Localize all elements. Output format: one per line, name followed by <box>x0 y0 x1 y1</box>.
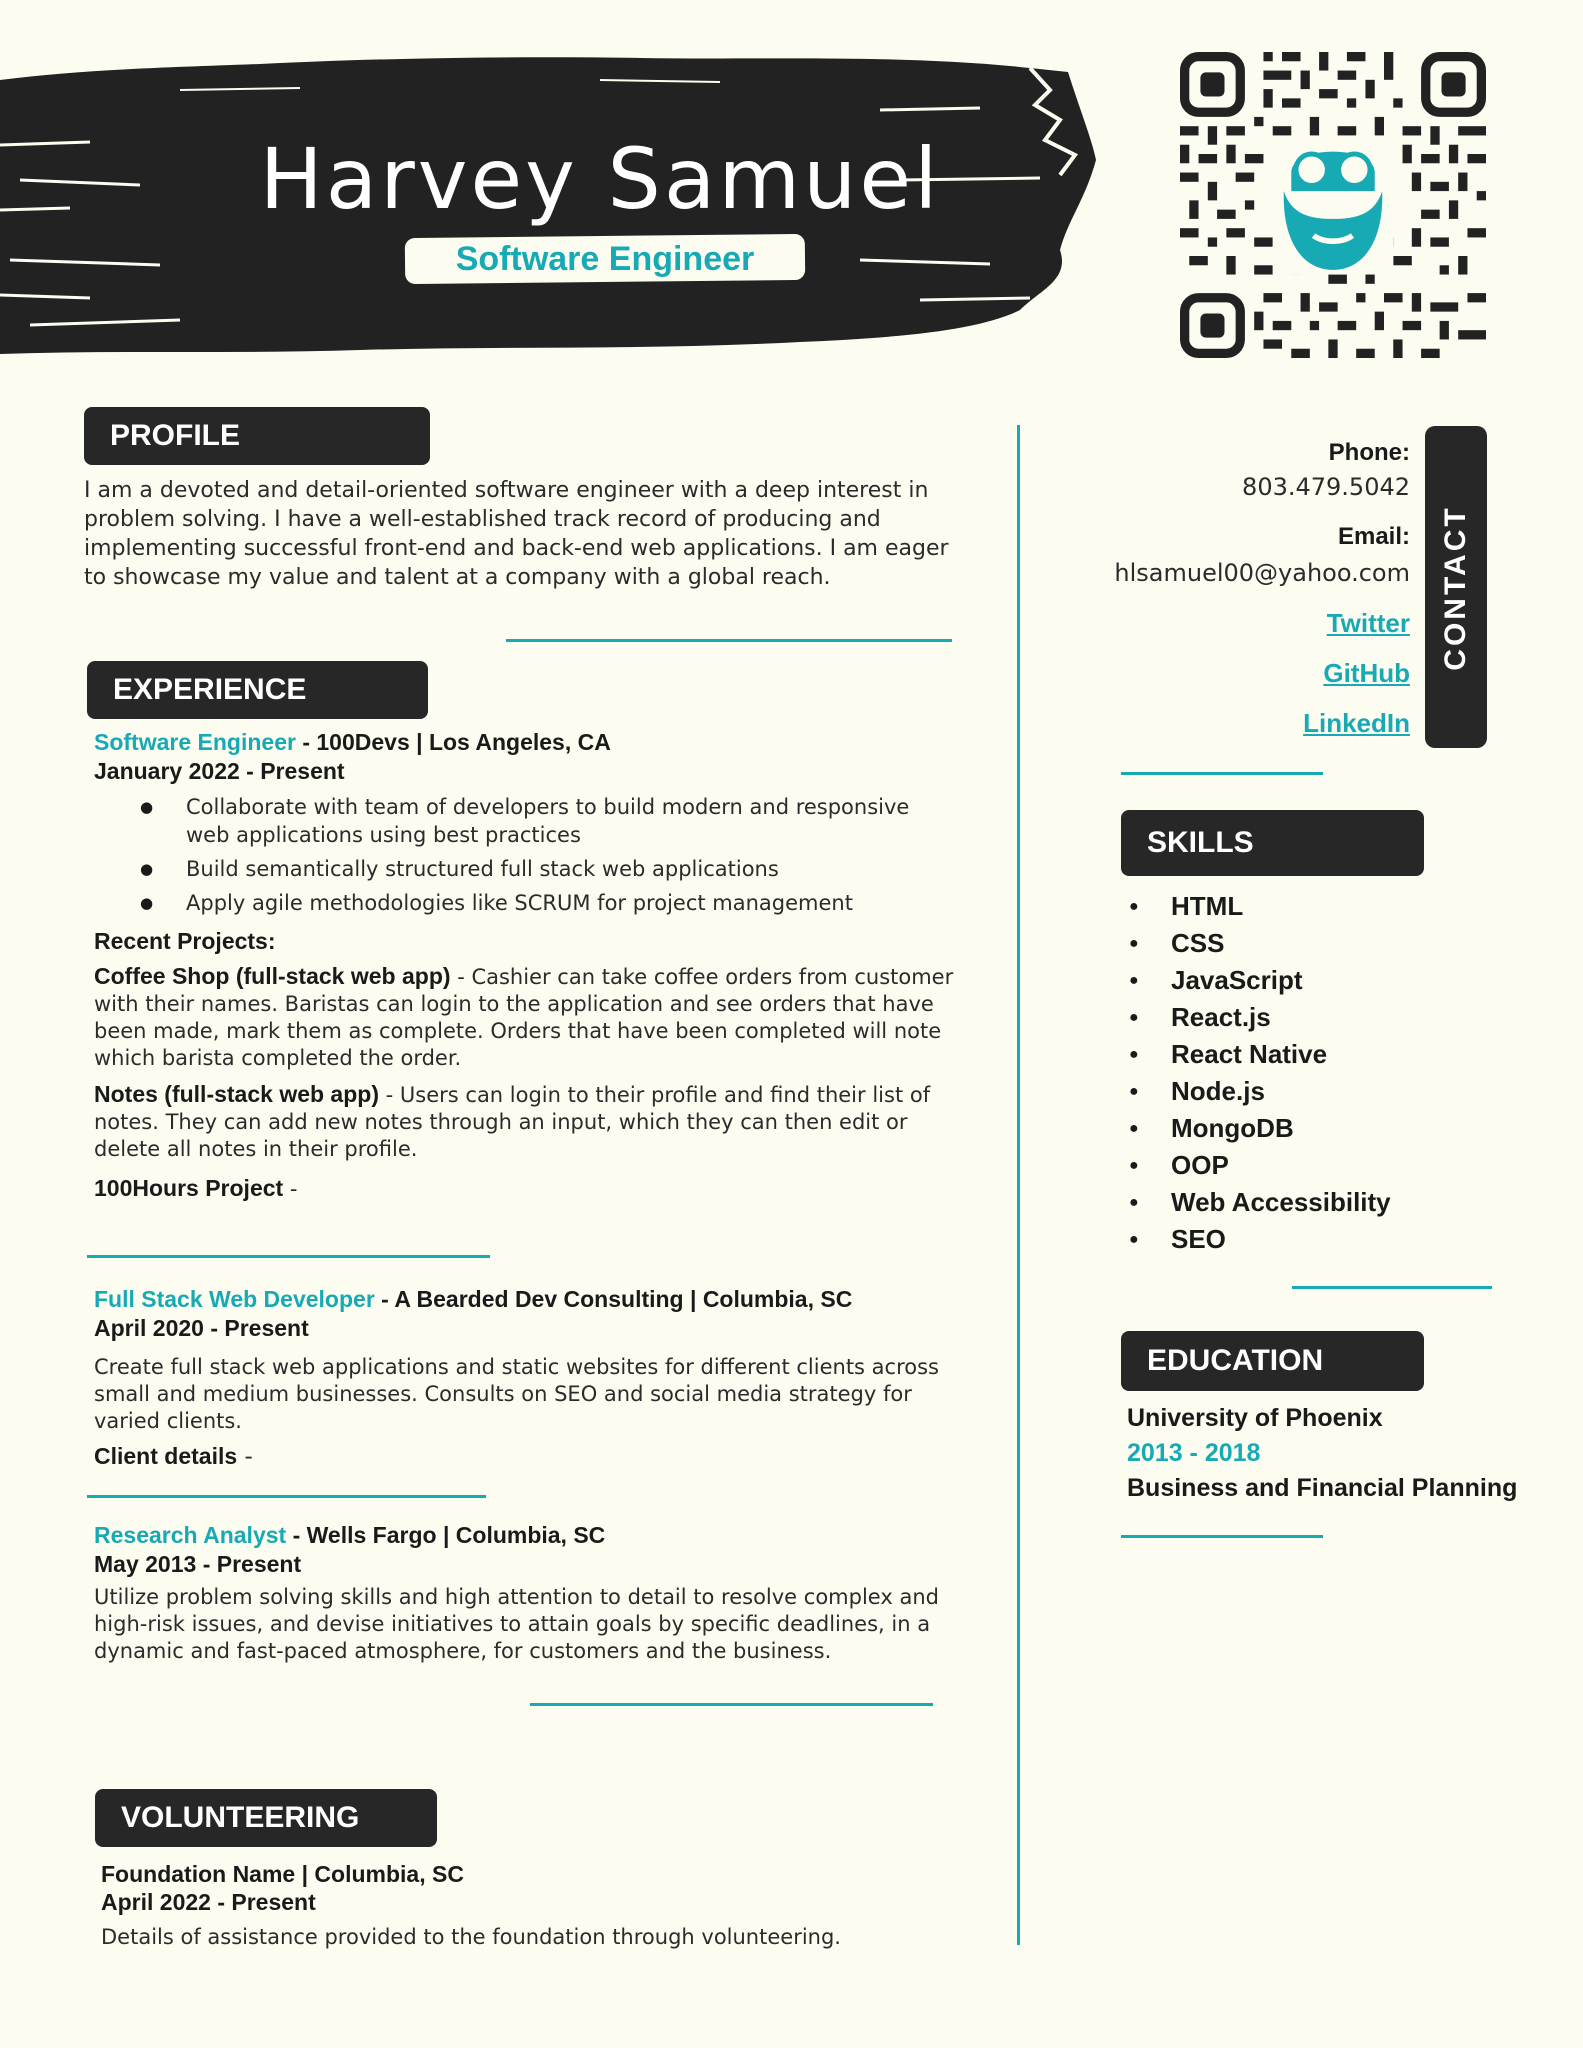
client-details <box>94 1442 994 1471</box>
skill-item: ● React Native <box>1129 1036 1529 1073</box>
column-divider <box>1017 425 1020 1945</box>
profile-heading: PROFILE <box>84 407 430 465</box>
education-entry <box>1127 1401 1567 1506</box>
twitter-link[interactable]: Twitter <box>1326 608 1410 638</box>
candidate-title: Software Engineer <box>455 240 755 278</box>
skill-item: ● SEO <box>1129 1221 1529 1258</box>
list-item: ● Apply agile methodologies like SCRUM for project management <box>94 889 944 917</box>
job-2-dates: April 2020 - Present <box>94 1315 309 1341</box>
project-notes <box>94 1081 954 1163</box>
phone-label: Phone: <box>1328 439 1410 466</box>
linkedin-link[interactable]: LinkedIn <box>1303 708 1410 738</box>
contact-heading: CONTACT <box>1439 505 1472 671</box>
project-coffee-shop <box>94 963 954 1072</box>
job-1-dates: January 2022 - Present <box>94 758 345 784</box>
project-desc: - <box>283 1177 298 1201</box>
volunteering-heading: VOLUNTEERING <box>95 1789 437 1847</box>
project-name: Coffee Shop (full-stack web app) <box>94 963 451 989</box>
job-3-role: Research Analyst <box>94 1522 287 1548</box>
job-3 <box>94 1521 994 1665</box>
qr-code-image <box>1180 52 1486 358</box>
skills-divider <box>1292 1286 1492 1289</box>
skill-item: ● JavaScript <box>1129 962 1529 999</box>
email-label: Email: <box>1337 523 1410 550</box>
projects-heading: Recent Projects: <box>94 928 276 954</box>
skill-item: ● React.js <box>1129 999 1529 1036</box>
job-1-company: - 100Devs | Los Angeles, CA <box>295 729 611 755</box>
job-2-desc: Create full stack web applications and static websites for different clients across small and medium businesses. Consults on SEO and social media strategy for varied clients. <box>94 1355 939 1433</box>
job-2-role: Full Stack Web Developer <box>94 1286 375 1312</box>
education-years: 2013 - 2018 <box>1127 1439 1261 1467</box>
education-divider <box>1121 1535 1323 1538</box>
phone-value: 803.479.5042 <box>1242 473 1410 501</box>
job-1-bullets <box>94 793 944 917</box>
skill-item: ● MongoDB <box>1129 1110 1529 1147</box>
twitter-link-row <box>1120 606 1410 644</box>
education-heading: EDUCATION <box>1121 1331 1424 1391</box>
project-name: Notes (full-stack web app) <box>94 1081 379 1107</box>
job-2 <box>94 1285 994 1471</box>
project-desc: - Users can login to their profile and find their list of notes. They can add new notes through an input, which they can then edit or delete all notes in their profile. <box>94 1083 931 1161</box>
github-link[interactable]: GitHub <box>1323 658 1410 688</box>
client-details-suffix: - <box>237 1444 253 1470</box>
skills-list <box>1129 888 1529 1258</box>
list-item: ● Collaborate with team of developers to build modern and responsive web applications using best practices <box>94 793 944 849</box>
project-100hours <box>94 1175 994 1203</box>
job-1-divider <box>87 1255 490 1258</box>
experience-heading: EXPERIENCE <box>87 661 428 719</box>
profile-text: I am a devoted and detail-oriented software engineer with a deep interest in problem solving. I have a well-established track record of producing and implementing successful front-end and back-end web applications. I am eager to showcase my value and talent at a company with a global reach. <box>84 478 949 590</box>
education-degree: Business and Financial Planning <box>1127 1474 1518 1502</box>
github-link-row <box>1120 656 1410 694</box>
job-3-dates: May 2013 - Present <box>94 1551 302 1577</box>
list-item: ● Build semantically structured full stack web applications <box>94 855 944 883</box>
candidate-name: Harvey Samuel <box>259 130 941 228</box>
volunteering-entry <box>101 1860 981 1951</box>
job-3-divider <box>530 1703 933 1706</box>
contact-divider <box>1121 772 1323 775</box>
profile-divider <box>506 639 952 642</box>
skills-heading: SKILLS <box>1121 810 1424 876</box>
job-3-company: - Wells Fargo | Columbia, SC <box>286 1522 606 1548</box>
project-desc: - Cashier can take coffee orders from customer with their names. Baristas can login to the application and see orders that have been made, mark them as complete. Orders that have been completed will note which barista completed the order. <box>94 965 954 1070</box>
volunteering-dates: April 2022 - Present <box>101 1889 316 1915</box>
project-name: 100Hours Project <box>94 1175 284 1201</box>
job-2-divider <box>87 1495 486 1498</box>
skill-item: ● HTML <box>1129 888 1529 925</box>
volunteering-org: Foundation Name | Columbia, SC <box>101 1861 464 1887</box>
skill-item: ● Web Accessibility <box>1129 1184 1529 1221</box>
job-3-desc: Utilize problem solving skills and high attention to detail to resolve complex and high-risk issues, and devise initiatives to attain goals by specific deadlines, in a dynamic and fast-paced atmosphere, for customers and the business. <box>94 1585 939 1663</box>
job-1 <box>94 728 994 1203</box>
job-2-company: - A Bearded Dev Consulting | Columbia, SC <box>374 1286 853 1312</box>
client-details-label: Client details <box>94 1443 238 1469</box>
volunteering-desc: Details of assistance provided to the foundation through volunteering. <box>101 1925 841 1949</box>
skill-item: ● OOP <box>1129 1147 1529 1184</box>
education-school: University of Phoenix <box>1127 1404 1383 1432</box>
linkedin-link-row <box>1120 706 1410 744</box>
skill-item: ● Node.js <box>1129 1073 1529 1110</box>
email-value[interactable]: hlsamuel00@yahoo.com <box>1114 559 1410 587</box>
job-1-role: Software Engineer <box>94 729 296 755</box>
skill-item: ● CSS <box>1129 925 1529 962</box>
